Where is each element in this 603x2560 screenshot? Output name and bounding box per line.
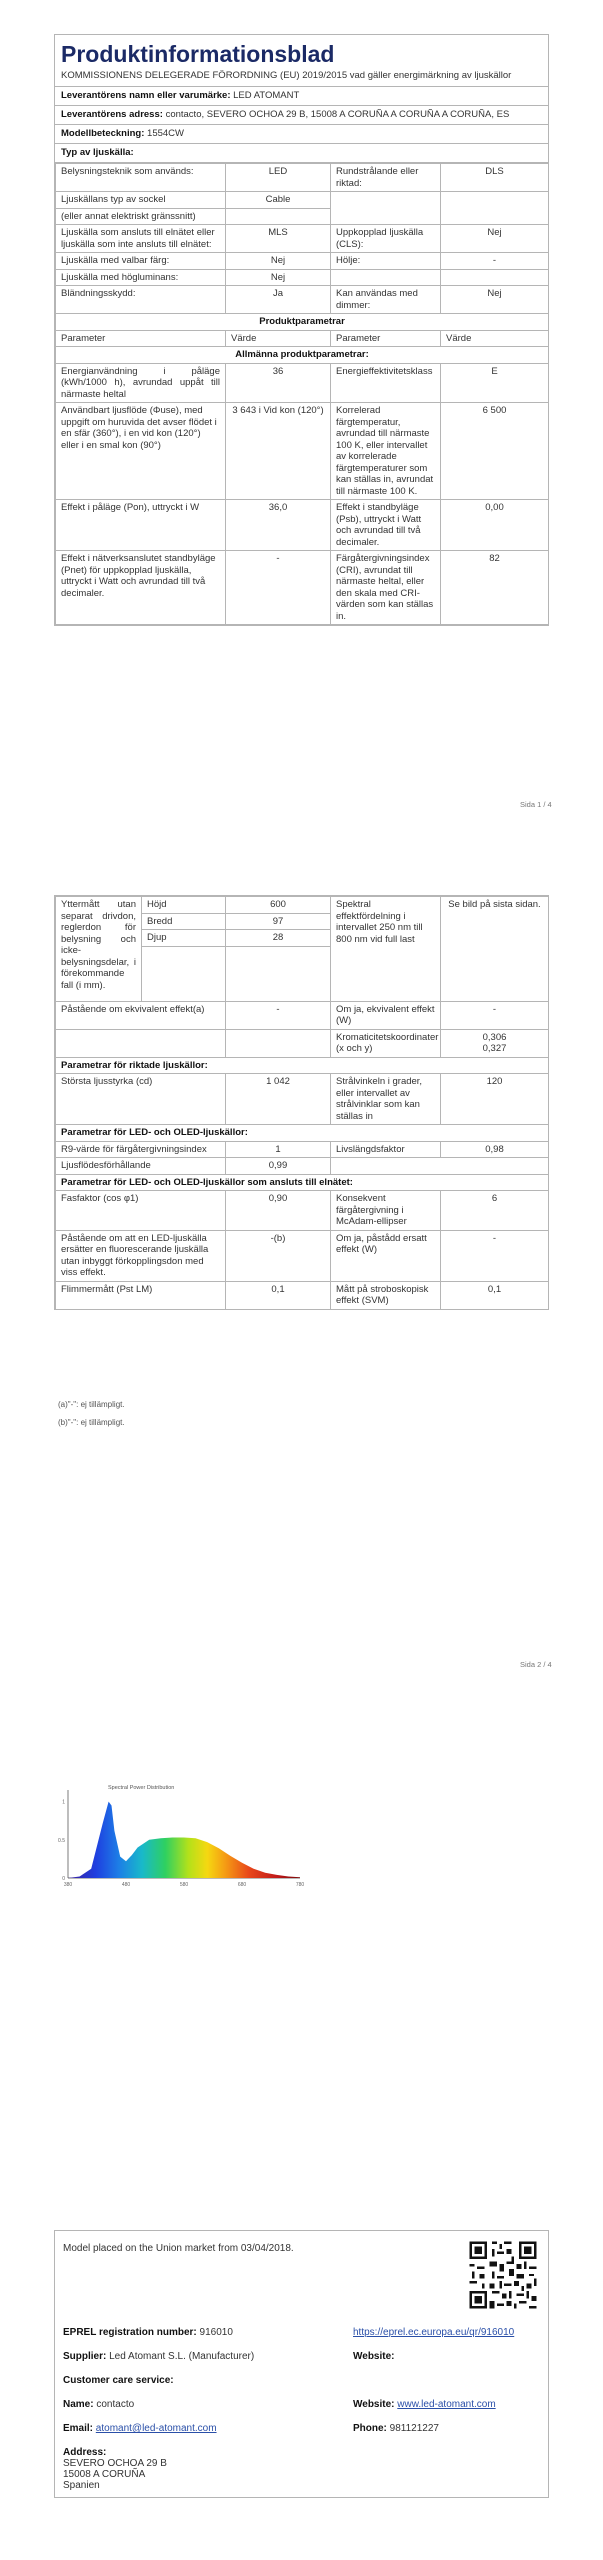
y-tick-label: 1	[62, 1799, 65, 1806]
table-cell: -	[226, 551, 331, 625]
table-cell: 0,1	[441, 1281, 549, 1309]
email-label: Email:	[63, 2423, 94, 2434]
table-cell: Hölje:	[331, 253, 441, 270]
table-row	[56, 363, 549, 403]
table-row	[56, 1074, 549, 1125]
table-row	[56, 192, 549, 209]
table-row	[56, 253, 549, 270]
table-cell: Användbart ljusflöde (Φuse), med uppgift om huruvida det avser flödet i en sfär (360°), i en vid kon (120°) eller i en smal kon (90°)	[56, 403, 226, 500]
page-number: Sida 2 / 4	[520, 1660, 552, 1669]
table-cell: Om ja, påstådd ersatt effekt (W)	[331, 1230, 441, 1281]
table-cell: 6	[441, 1191, 549, 1231]
table-cell: -(b)	[226, 1230, 331, 1281]
table-cell	[331, 269, 441, 286]
table-cell: Energianvändning i påläge (kWh/1000 h), avrundad uppåt till närmaste heltal	[56, 363, 226, 403]
table-cell: Effekt i nätverksanslutet standbyläge (Pnet) för uppkopplad ljuskälla, uttryckt i Watt och avrundad till två decimaler.	[56, 551, 226, 625]
table-cell: (eller annat elektriskt gränssnitt)	[56, 208, 226, 225]
table-cell: Strålvinkeln i grader, eller intervallet av strålvinklar som kan ställas in	[331, 1074, 441, 1125]
regulation-text: KOMMISSIONENS DELEGERADE FÖRORDNING (EU) 2019/2015 vad gäller energimärkning av ljuskällor	[55, 70, 548, 87]
table-cell: Konsekvent färgåtergivning i McAdam-ellipser	[331, 1191, 441, 1231]
col-header: Parameter	[56, 330, 226, 347]
table-cell: Se bild på sista sidan.	[441, 897, 549, 1002]
dimension-label: Yttermått utan separat drivdon, reglerdon för belysning och icke-belysningsdelar, i förekommande fall (i mm).	[56, 897, 142, 1002]
table-cell: Påstående om ekvivalent effekt(a)	[56, 1001, 226, 1029]
table-cell: Bredd	[142, 913, 226, 930]
x-tick-label: 680	[237, 1882, 247, 1888]
table-cell: E	[441, 363, 549, 403]
table-cell: 0,00	[441, 500, 549, 551]
table-cell: 82	[441, 551, 549, 625]
table-cell: -	[226, 1001, 331, 1029]
general-title: Allmänna produktparametrar:	[56, 347, 549, 364]
table-cell: DLS	[441, 164, 549, 192]
type-row	[55, 144, 548, 163]
table-cell: -	[441, 253, 549, 270]
chart-title: Spectral Power Distribution	[108, 1785, 175, 1791]
chroma-x: 0,306	[482, 1031, 507, 1043]
email-link[interactable]: atomant@led-atomant.com	[95, 2423, 217, 2434]
customer-care-text: Customer care service:	[63, 2375, 174, 2386]
table-row	[56, 1281, 549, 1309]
table-row	[56, 347, 549, 364]
address-row	[55, 106, 548, 125]
table-cell: 1 042	[226, 1074, 331, 1125]
market-text: Model placed on the Union market from 03/04/2018.	[63, 2243, 294, 2254]
table-cell: LED	[226, 164, 331, 192]
table-cell: Ljuskälla med högluminans:	[56, 269, 226, 286]
table-cell: 1	[226, 1141, 331, 1158]
table-cell: Belysningsteknik som används:	[56, 164, 226, 192]
table-cell: Ljusflödesförhållande	[56, 1158, 226, 1175]
table-cell	[142, 946, 226, 1001]
table-cell: Korrelerad färgtemperatur, avrundad till närmaste 100 K, eller intervallet av korrelerade färgtemperaturer som kan ställas in, avrundat till närmaste 100 K.	[331, 403, 441, 500]
table-cell: 0,99	[226, 1158, 331, 1175]
page-number: Sida 1 / 4	[520, 800, 552, 809]
table-cell	[441, 269, 549, 286]
table-row	[56, 897, 549, 914]
website-row	[353, 2351, 395, 2362]
table-cell: Ljuskälla som ansluts till elnätet eller ljuskälla som inte ansluts till elnätet:	[56, 225, 226, 253]
table-cell: 0,1	[226, 1281, 331, 1309]
eprel-row	[63, 2327, 233, 2338]
table-row	[56, 314, 549, 331]
table-cell: Färgåtergivningsindex (CRI), avrundat till närmaste heltal, eller den skala med CRI-värden som kan ställas in.	[331, 551, 441, 625]
table-cell: 0,90	[226, 1191, 331, 1231]
eprel-link[interactable]: https://eprel.ec.europa.eu/qr/916010	[353, 2327, 515, 2338]
table-row	[56, 1191, 549, 1231]
table-cell: Nej	[441, 225, 549, 253]
address-label: Leverantörens adress:	[61, 109, 163, 120]
table-cell: 3 643 i Vid kon (120°)	[226, 403, 331, 500]
table-cell: Nej	[226, 269, 331, 286]
table-cell: -	[441, 1001, 549, 1029]
address-line: Spanien	[63, 2480, 100, 2491]
eprel-value: 916010	[199, 2327, 233, 2338]
supplier-value: Led Atomant S.L. (Manufacturer)	[109, 2351, 255, 2362]
table-cell: Cable	[226, 192, 331, 209]
table-row	[56, 286, 549, 314]
table-cell: Påstående om att en LED-ljuskälla ersätter en fluorescerande ljuskälla utan inbyggt förkopplingsdon med viss effekt.	[56, 1230, 226, 1281]
table-cell: Fasfaktor (cos φ1)	[56, 1191, 226, 1231]
parameters-table	[55, 896, 549, 1310]
address-value: contacto, SEVERO OCHOA 29 B, 15008 A CORUÑA A CORUÑA A CORUÑA, ES	[165, 109, 510, 120]
table-cell: Kan användas med dimmer:	[331, 286, 441, 314]
footnote-b: (b)"-": ej tillämpligt.	[58, 1418, 125, 1427]
table-cell: Mått på stroboskopisk effekt (SVM)	[331, 1281, 441, 1309]
table-cell: R9-värde för färgåtergivningsindex	[56, 1141, 226, 1158]
table-cell: Nej	[226, 253, 331, 270]
supplier-value: LED ATOMANT	[233, 90, 300, 101]
table-row	[56, 1158, 549, 1175]
table-cell: Effekt i påläge (Pon), uttryckt i W	[56, 500, 226, 551]
table-cell: 600	[226, 897, 331, 914]
model-row	[55, 125, 548, 144]
params-title: Produktparametrar	[56, 314, 549, 331]
table-cell	[441, 1029, 549, 1057]
table-cell	[56, 1029, 226, 1057]
table-cell: 0,98	[441, 1141, 549, 1158]
website2-row	[353, 2399, 496, 2410]
table-cell: 120	[441, 1074, 549, 1125]
section-title: Parametrar för LED- och OLED-ljuskällor:	[56, 1125, 549, 1142]
website-label: Website:	[353, 2351, 395, 2362]
table-cell: Rundstrålande eller riktad:	[331, 164, 441, 192]
spectrum-area	[68, 1802, 300, 1878]
model-label: Modellbeteckning:	[61, 128, 145, 139]
table-cell	[226, 946, 331, 1001]
col-header: Värde	[226, 330, 331, 347]
table-cell: Effekt i standbyläge (Psb), uttryckt i Watt och avrundad till två decimaler.	[331, 500, 441, 551]
table-row	[56, 500, 549, 551]
table-row	[56, 1001, 549, 1029]
table-cell: 6 500	[441, 403, 549, 500]
table-cell: Spektral effektfördelning i intervallet 250 nm till 800 nm vid full last	[331, 897, 441, 1002]
table-cell: Djup	[142, 930, 226, 947]
supplier-row	[55, 87, 548, 106]
table-row	[56, 225, 549, 253]
table-row	[56, 1057, 549, 1074]
phone-label: Phone:	[353, 2423, 387, 2434]
chroma-y: 0,327	[482, 1043, 507, 1054]
table-cell: Livslängdsfaktor	[331, 1141, 441, 1158]
x-tick-label: 780	[295, 1882, 305, 1888]
name-label: Name:	[63, 2399, 94, 2410]
table-cell: 28	[226, 930, 331, 947]
section-title: Parametrar för LED- och OLED-ljuskällor som ansluts till elnätet:	[56, 1174, 549, 1191]
col-header: Parameter	[331, 330, 441, 347]
table-cell	[441, 192, 549, 225]
table-cell: Om ja, ekvivalent effekt (W)	[331, 1001, 441, 1029]
address-line: SEVERO OCHOA 29 B	[63, 2458, 167, 2469]
table-cell: 36,0	[226, 500, 331, 551]
contact-name-row	[63, 2399, 134, 2410]
page-title: Produktinformationsblad	[61, 41, 335, 67]
name-value: contacto	[96, 2399, 135, 2410]
phone-value: 981121227	[389, 2423, 439, 2434]
model-value: 1554CW	[147, 128, 185, 139]
customer-care-label	[63, 2375, 174, 2386]
table-row	[56, 164, 549, 192]
table-cell: MLS	[226, 225, 331, 253]
table-cell	[226, 208, 331, 225]
y-tick-label: 0	[62, 1876, 65, 1882]
supplier-label: Supplier:	[63, 2351, 107, 2362]
table-cell: Nej	[441, 286, 549, 314]
table-cell	[331, 192, 441, 225]
table-cell: 36	[226, 363, 331, 403]
table-cell: Ja	[226, 286, 331, 314]
table-row	[56, 1029, 549, 1057]
table-row	[56, 1141, 549, 1158]
table-cell: Ljuskällans typ av sockel	[56, 192, 226, 209]
website-link[interactable]: www.led-atomant.com	[397, 2399, 496, 2410]
type-label: Typ av ljuskälla:	[61, 147, 134, 158]
table-row	[56, 1230, 549, 1281]
spectral-distribution-chart	[50, 1780, 320, 1890]
footnote-a: (a)"-": ej tillämpligt.	[58, 1400, 125, 1409]
y-tick-label: 0.5	[58, 1837, 65, 1844]
table-cell: Ljuskälla med valbar färg:	[56, 253, 226, 270]
address-line: 15008 A CORUÑA	[63, 2469, 146, 2480]
table-cell: Bländningsskydd:	[56, 286, 226, 314]
table-cell: Höjd	[142, 897, 226, 914]
col-header: Värde	[441, 330, 549, 347]
supplier-row	[63, 2351, 254, 2362]
table-cell: Största ljusstyrka (cd)	[56, 1074, 226, 1125]
eprel-info-box	[54, 2230, 549, 2498]
x-tick-label: 580	[179, 1882, 189, 1888]
table-row	[56, 403, 549, 500]
table-cell	[441, 1158, 549, 1175]
table-row	[56, 269, 549, 286]
table-cell: 97	[226, 913, 331, 930]
table-cell: -	[441, 1230, 549, 1281]
qr-code-icon	[467, 2239, 539, 2311]
x-tick-label: 480	[121, 1882, 131, 1888]
product-info-sheet-page2	[54, 895, 549, 1310]
address-label: Address:	[63, 2447, 107, 2458]
product-info-sheet-page1	[54, 34, 549, 626]
table-row	[56, 330, 549, 347]
address-block	[63, 2447, 167, 2491]
table-cell: Kromaticitetskoordinater (x och y)	[331, 1029, 441, 1057]
table-cell: Uppkopplad ljuskälla (CLS):	[331, 225, 441, 253]
website2-label: Website:	[353, 2399, 395, 2410]
table-row	[56, 1174, 549, 1191]
table-cell	[331, 1158, 441, 1175]
light-source-table	[55, 163, 549, 625]
table-cell	[226, 1029, 331, 1057]
section-title: Parametrar för riktade ljuskällor:	[56, 1057, 549, 1074]
x-tick-label: 380	[63, 1882, 73, 1888]
eprel-label: EPREL registration number:	[63, 2327, 197, 2338]
table-row	[56, 551, 549, 625]
phone-row	[353, 2423, 439, 2434]
table-row	[56, 1125, 549, 1142]
email-row	[63, 2423, 217, 2434]
table-cell: Energieffektivitetsklass	[331, 363, 441, 403]
table-cell: Flimmermått (Pst LM)	[56, 1281, 226, 1309]
supplier-label: Leverantörens namn eller varumärke:	[61, 90, 231, 101]
